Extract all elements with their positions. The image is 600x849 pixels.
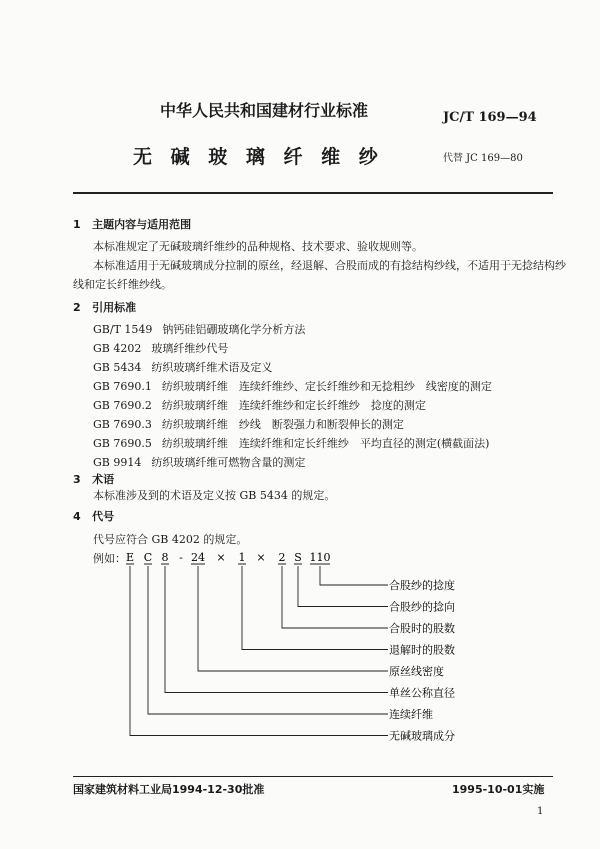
reference-title: 纺织玻璃纤维 连续纤维纱和定长纤维纱 捻度的测定	[161, 399, 426, 412]
code-label: 合股纱的捻向	[389, 600, 455, 614]
reference-code: GB 7690.2	[93, 399, 152, 412]
reference-code: GB 7690.1	[93, 380, 152, 393]
code-part: ×	[256, 551, 266, 564]
reference-code: GB 9914	[93, 456, 142, 469]
code-part: ×	[216, 551, 226, 564]
paragraph: 本标准规定了无碱玻璃纤维纱的品种规格、技术要求、验收规则等。	[93, 240, 423, 253]
leader-line	[198, 566, 388, 671]
approval-note: 国家建筑材料工业局1994-12-30批准	[73, 783, 265, 796]
code-label: 无碱玻璃成分	[389, 729, 455, 743]
leader-line	[242, 566, 388, 650]
org-standard-title: 中华人民共和国建材行业标准	[160, 101, 369, 120]
reference-title: 纺织玻璃纤维 纱线 断裂强力和断裂伸长的测定	[161, 418, 404, 431]
code-part: 110	[309, 551, 331, 564]
reference-code: GB 4202	[93, 342, 142, 355]
code-label: 退解时的股数	[389, 643, 455, 657]
code-label: 合股纱的捻度	[389, 579, 455, 592]
leader-line	[130, 566, 388, 736]
code-part: 1	[238, 551, 246, 564]
section-3-heading: 3 术语	[73, 473, 115, 486]
leader-line	[320, 566, 388, 585]
replaces-note: 代替 JC 169—80	[443, 153, 523, 164]
example-prefix: 例如：	[93, 552, 126, 565]
reference-code: GB 7690.3	[93, 418, 152, 431]
code-label: 连续纤维	[389, 708, 433, 721]
code-part: E	[125, 551, 135, 564]
section-4-heading: 4 代号	[73, 510, 115, 523]
code-part: S	[294, 551, 302, 564]
reference-title: 纺织玻璃纤维可燃物含量的测定	[151, 456, 306, 469]
page-number: 1	[537, 806, 544, 817]
reference-title: 纺织玻璃纤维 连续纤维纱、定长纤维纱和无捻粗纱 线密度的测定	[161, 380, 492, 393]
paragraph: 代号应符合 GB 4202 的规定。	[93, 533, 248, 546]
code-part: 8	[161, 551, 169, 564]
standard-code: JC/T 169—94	[443, 110, 537, 125]
paragraph: 线和定长纤维纱线。	[73, 278, 172, 291]
code-label: 原丝线密度	[389, 665, 444, 678]
reference-code: GB 5434	[93, 361, 142, 374]
leader-line	[298, 566, 388, 607]
paragraph: 本标准适用于无碱玻璃成分拉制的原丝，经退解、合股而成的有捻结构纱线，不适用于无捻结构纱	[93, 259, 566, 272]
document-title: 无 碱 玻 璃 纤 维 纱	[133, 146, 384, 168]
section-1-heading: 1 主题内容与适用范围	[73, 218, 192, 231]
code-label: 单丝公称直径	[389, 686, 455, 700]
code-label: 合股时的股数	[389, 622, 455, 635]
code-part: 2	[278, 551, 286, 564]
paragraph: 本标准涉及到的术语及定义按 GB 5434 的规定。	[93, 489, 336, 502]
code-part: -	[179, 551, 183, 564]
reference-title: 玻璃纤维纱代号	[151, 342, 229, 355]
leader-line	[148, 566, 388, 714]
code-part: 24	[191, 551, 205, 564]
footer-rule	[73, 776, 553, 777]
reference-title: 纺织玻璃纤维 连续纤维和定长纤维纱 平均直径的测定(横截面法)	[161, 437, 490, 450]
code-part: C	[143, 551, 153, 564]
reference-title: 钠钙硅铝硼玻璃化学分析方法	[162, 323, 306, 336]
effective-note: 1995-10-01实施	[452, 783, 545, 796]
reference-code: GB/T 1549	[93, 323, 153, 336]
reference-code: GB 7690.5	[93, 437, 152, 450]
section-2-heading: 2 引用标准	[73, 301, 137, 314]
reference-title: 纺织玻璃纤维术语及定义	[151, 361, 273, 374]
